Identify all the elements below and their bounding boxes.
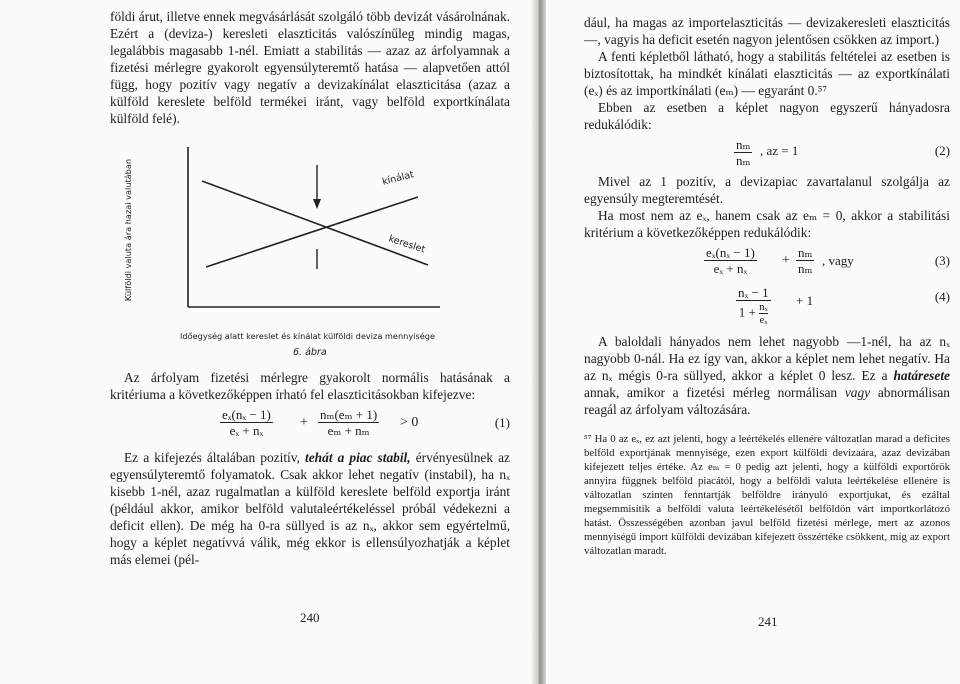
page-number-left: 240 (300, 610, 320, 625)
rate-arrow-head (313, 199, 321, 209)
supply-line (202, 181, 428, 265)
demand-line (206, 197, 418, 267)
right-paragraph-5: Ha most nem az eₓ, hanem csak az eₘ = 0, akkor a stabilitási kritérium a következőképpen redukálódik: (584, 208, 950, 240)
supply-demand-diagram (110, 139, 510, 339)
right-paragraph-3: Ebben az esetben a képlet nagyon egyszerű hányadosra redukálódik: (584, 100, 950, 132)
figure-caption: 6. ábra (293, 347, 327, 358)
formula-1-fraction-1: $\frac{\text{eₓ(nₓ − 1)}}{\text{eₓ + nₓ}}$ (222, 407, 271, 438)
footnote-57: ⁵⁷ Ha 0 az eₓ, ez azt jelenti, hogy a leértékelés ellenére változatlan marad a deficites belföld exportjának mennyisége, ezen export külföldi devizaára, azaz devizában kifejezett teljes értéke. Az eₘ = 0 pedig azt jelenti, hogy a külföldi exportőrök annyira függnek belföld piacától, hogy a belföldi valuta leértékelése ellenére is változatlan szinten fenntartják belföldre irányuló exportjukat, és ezáltal megsemmisítik a belföldi valuta leértékelésétől belföldön várt importkorlátozó hatást. Összességében azonban javul belföld fizetési mérlege, mert az azonos mennyiségű import külföldi devizában kifejezett összértéke csökkent, míg az export változatlan maradt. (584, 433, 950, 557)
right-paragraph-2: A fenti képletből látható, hogy a stabilitás feltételei az esetben is biztosítottak, ha mindkét kínálati elaszticitás — az exportkínálati (eₓ) és az importkínálati (eₘ) — egyaránt 0.⁵⁷ (584, 49, 950, 98)
right-paragraph-6: A baloldali hányados nem lehet nagyobb —1-nél, ha az nₓ nagyobb 0-nál. Ha ez így van, akkor a képlet nem lehet negatív. Ha az nₓ mégis 0-ra süllyed, akkor a képlet 0 lesz. Ez a határesete annak, amikor a fizetési mérleg normálisan vagy abnormálisan reagál az árfolyam változására. (584, 334, 950, 417)
right-paragraph-4: Mivel az 1 pozitív, a devizapiac zavartalanul szolgálja az egyensúly megteremtését. (584, 174, 950, 206)
formula-3: $\frac{\text{eₓ(nₓ − 1)}}{\text{eₓ + nₓ}}$ + $\frac{\text{nₘ}}{\text{nₘ}}$ , vagy (3) (706, 245, 950, 276)
formula-4: nₓ − 1 1 + $\frac{\text{nₓ}}{\text{eₓ}}$ + 1 (4) (738, 285, 950, 326)
supply-label: kínálat (381, 169, 416, 188)
formula-1-fraction-2: $\frac{\text{nₘ(eₘ + 1)}}{\text{eₘ + nₘ}}$ (320, 407, 378, 438)
left-paragraph-2: Az árfolyam fizetési mérlegre gyakorolt normális hatásának a kritériuma a következőképpen írható fel elaszticitásokban kifejezve: (110, 370, 510, 402)
page-number-right: 241 (758, 614, 778, 629)
formula-1: $\frac{\text{eₓ(nₓ − 1)}}{\text{eₓ + nₓ}}$ + $\frac{\text{nₘ(eₘ + 1)}}{\text{eₘ + nₘ}}$ > 0 (1) (222, 407, 510, 438)
demand-label: kereslet (387, 233, 427, 256)
figure-x-label: Időegység alatt kereslet és kínálat külföldi deviza mennyisége (180, 331, 435, 341)
equation-number-1: (1) (494, 415, 510, 430)
right-paragraph-1: dául, ha magas az importelaszticitás — devizakeresleti elaszticitás —, vagyis ha deficit esetén nagyon jelentősen csökken az import.) (584, 15, 950, 47)
figure-6 (110, 139, 510, 369)
figure-y-label: Külföldi valuta ára hazai valutában (123, 158, 133, 302)
left-paragraph-3: Ez a kifejezés általában pozitív, tehát a piac stabil, érvényesülnek az egyensúlyteremtő folyamatok. Csak akkor lehet negatív (instabil), ha nₓ kisebb 1-nél, azaz rugalmatlan a külföld kereslete belföld exportja iránt (például akkor, amikor belföld valutaleértékeléssel próbál védekezni a deficit ellen). De még ha 0-ra süllyed is az nₓ, akkor sem egyértelmű, hogy a képlet negatívvá válik, még ekkor is ellensúlyozhatják a képlet más elemei (pél- (110, 450, 510, 567)
formula-2: $\frac{\text{nₘ}}{\text{nₘ}}$ , az = 1 (2) (736, 137, 950, 168)
equation-number-3: (3) (934, 253, 950, 268)
equation-number-2: (2) (934, 143, 950, 158)
right-page (546, 0, 960, 684)
equation-number-4: (4) (934, 289, 950, 304)
left-top-paragraph: földi árut, illetve ennek megvásárlását szolgáló több devizát vásárolnának. Ezért a (deviza-) keresleti elaszticitás valószínűleg mindig magas, legalábbis magasabb 1-nél. Emiatt a stabilitás — azaz az árfolyamnak a fizetési mérlegre gyakorolt egyensúlyteremtő hatása — alapvetően attól függ, hogy pozitív vagy negatív a devizakínálat elaszticitása (azaz a külföld kereslete belföld termékei iránt, vagy belföld exportkínálata külföld felé). (110, 9, 510, 126)
